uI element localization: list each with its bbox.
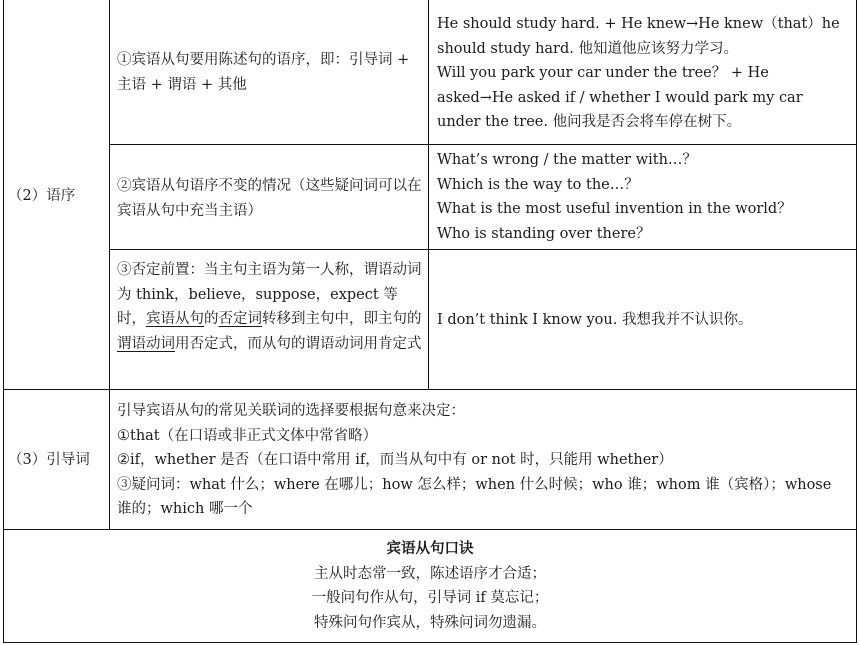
- table-divider-row1: [109, 144, 857, 145]
- rule-text: 用否定式，而从句的谓语动词用肯定式: [175, 335, 422, 352]
- list-item: 引导宾语从句的常见关联词的选择要根据句意来决定：: [117, 403, 465, 419]
- example-declarative-order: [437, 12, 849, 135]
- list-item: ①that（在口语或非正式文体中常省略）: [117, 427, 378, 444]
- section-label-connectives: [8, 448, 106, 473]
- table-divider-col1: [109, 0, 110, 529]
- example-negative-transfer: [437, 308, 849, 333]
- section-label-word-order: [8, 184, 106, 209]
- table-border-right: [856, 0, 857, 643]
- example-sentence: What is the most useful invention in the world？: [437, 201, 792, 217]
- rule-text: ①宾语从句要用陈述句的语序，即：引导词 + 主语 + 谓语 + 其他: [117, 52, 410, 93]
- rule-negative-transfer: [117, 258, 423, 356]
- example-sentence: Who is standing over there？: [437, 225, 651, 242]
- table-divider-section3: [3, 389, 857, 390]
- underlined-term: 否定词: [218, 311, 262, 327]
- rule-text: ③否定前置：当主句主语为第一人称，谓语动词为 think，believe，suppose，expect 等时，: [117, 262, 422, 327]
- example-sentence: What’s wrong / the matter with…？: [437, 152, 697, 168]
- underlined-term: 宾语从句: [146, 311, 204, 327]
- list-item: ③疑问词：what 什么；where 在哪儿；how 怎么样；when 什么时候；who 谁；whom 谁（宾格）；whose 谁的；which 哪一个: [117, 476, 832, 517]
- rule-text: 的: [204, 311, 219, 327]
- rhyme-title: 宾语从句口诀: [386, 540, 474, 557]
- table-divider-col2: [428, 0, 429, 390]
- table-divider-rhyme: [3, 529, 857, 530]
- example-sentence: Will you park your car under the tree？ + He asked→He asked if / whether I would park my car under the tree. 他问我是否会将车停在树下。: [437, 65, 803, 130]
- rule-text: 转移到主句中，即主句的: [262, 311, 422, 327]
- example-sentence: Which is the way to the…？: [437, 176, 639, 193]
- underlined-term: 谓语动词: [117, 335, 175, 352]
- connectives-list: [117, 399, 850, 522]
- rhyme-box: [4, 537, 856, 635]
- rule-order-unchanged: [117, 174, 423, 223]
- section-label-text: （3）引导词: [8, 452, 90, 468]
- rule-declarative-order: [117, 48, 423, 97]
- example-sentence: I don’t think I know you. 我想我并不认识你。: [437, 312, 753, 328]
- list-item: ②if，whether 是否（在口语中常用 if，而当从句中有 or not 时，只能用 whether）: [117, 452, 673, 468]
- example-sentence: He should study hard. + He knew→He knew（that）he should study hard. 他知道他应该努力学习。: [437, 16, 840, 57]
- rule-text: ②宾语从句语序不变的情况（这些疑问词可以在宾语从句中充当主语）: [117, 178, 422, 219]
- rhyme-line: 特殊问句作宾从，特殊问词勿遗漏。: [314, 614, 546, 631]
- rhyme-line: 一般问句作从句，引导词 if 莫忘记；: [311, 590, 549, 606]
- table-border-bottom: [3, 642, 857, 643]
- table-divider-row2: [109, 249, 857, 250]
- section-label-text: （2）语序: [8, 188, 76, 204]
- example-order-unchanged: [437, 148, 849, 246]
- rhyme-line: 主从时态常一致，陈述语序才合适；: [314, 565, 546, 582]
